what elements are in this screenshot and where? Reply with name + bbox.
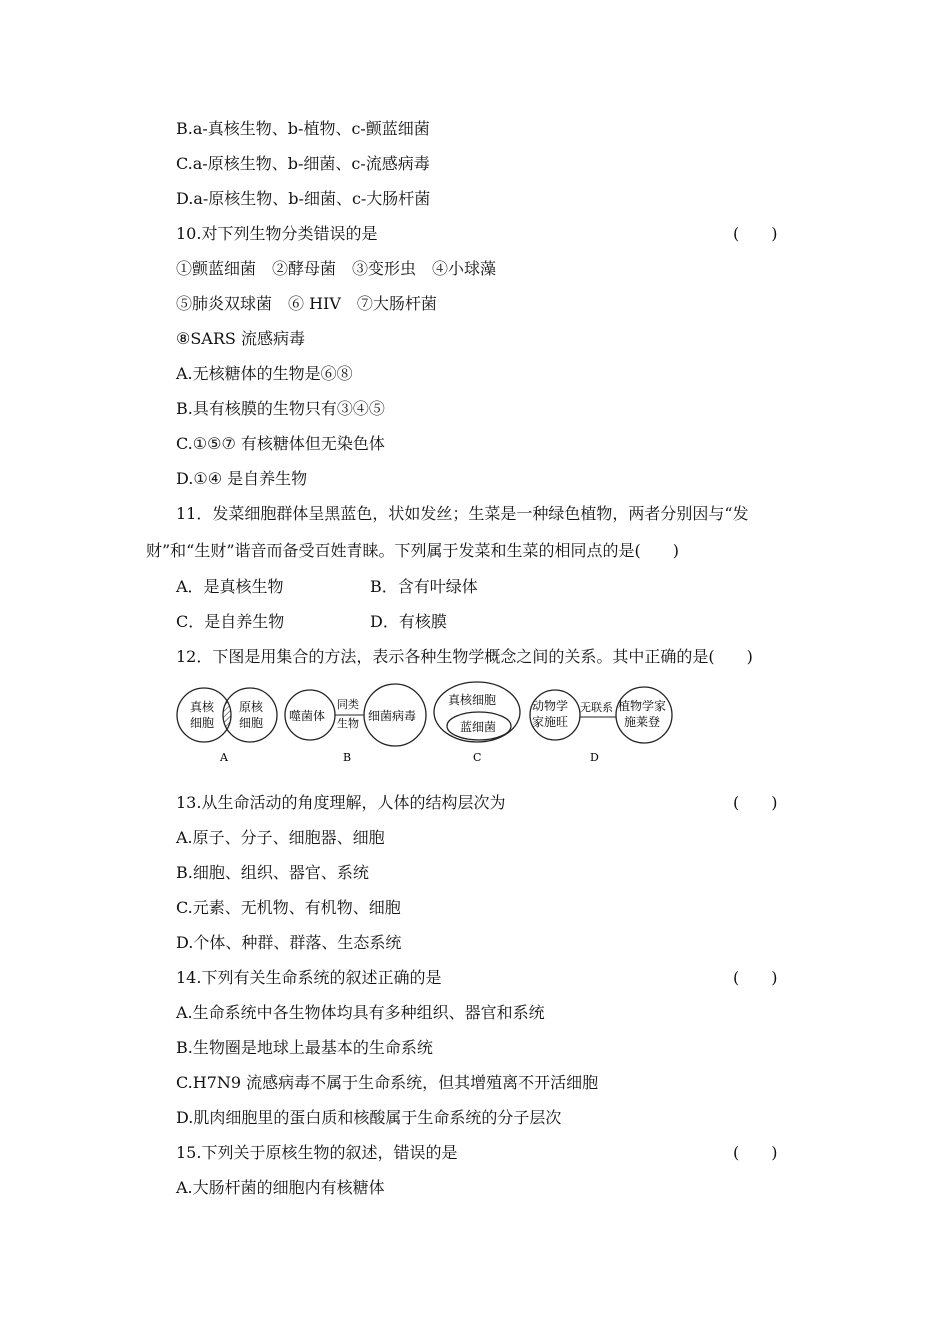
diagram-d [530,687,672,764]
diagram-a [177,688,277,764]
diagram-d-right-text-2: 施莱登 [624,715,661,729]
q10-list-line-1: ①颤蓝细菌 ②酵母菌 ③变形虫 ④小球藻 [176,259,497,278]
diagram-d-left-text-1: 动物学 [532,699,569,713]
q13-answer-paren: ( ) [733,793,778,812]
q10-list-line-3: ⑧SARS 流感病毒 [176,329,305,348]
q12-stem: 12．下图是用集合的方法，表示各种生物学概念之间的关系。其中正确的是( ) [176,647,753,666]
diagram-a-right-text-2: 细胞 [239,716,264,730]
q15-stem: 15.下列关于原核生物的叙述，错误的是 [176,1143,458,1162]
q13-stem: 13.从生命活动的角度理解，人体的结构层次为 [176,793,506,812]
q11-option-b: B．含有叶绿体 [370,577,478,596]
q10-stem: 10.对下列生物分类错误的是 [176,224,378,243]
diagram-b-middle-text-2: 生物 [337,717,359,730]
q11-stem-line-1: 11．发菜细胞群体呈黑蓝色，状如发丝；生菜是一种绿色植物，两者分别因与“发 [176,504,749,523]
q10-option-c: C.①⑤⑦ 有核糖体但无染色体 [176,434,385,453]
diagram-b-right-text: 细菌病毒 [368,709,417,723]
diagram-d-middle-text: 无联系 [580,701,613,714]
q12-set-diagram [170,680,690,770]
q10-option-a: A.无核糖体的生物是⑥⑧ [176,364,353,383]
diagram-c-outer-text: 真核细胞 [448,693,497,707]
q14-option-b: B.生物圈是地球上最基本的生命系统 [176,1038,433,1057]
diagram-b-left-text: 噬菌体 [289,709,326,723]
diagram-d-right-text-1: 植物学家 [618,699,667,713]
diagram-c-label: C [473,751,482,764]
q10-option-b: B.具有核膜的生物只有③④⑤ [176,399,385,418]
diagram-a-right-text-1: 原核 [239,700,264,714]
diagram-a-left-text-1: 真核 [190,700,215,714]
q13-option-c: C.元素、无机物、有机物、细胞 [176,898,401,917]
diagram-a-left-text-2: 细胞 [190,716,215,730]
q11-option-d: D．有核膜 [370,612,447,631]
q13-option-a: A.原子、分子、细胞器、细胞 [176,828,385,847]
diagram-c [434,682,520,764]
diagram-d-label: D [590,751,599,764]
q13-option-b: B.细胞、组织、器官、系统 [176,863,369,882]
q13-option-d: D.个体、种群、群落、生态系统 [176,933,402,952]
q10-answer-paren: ( ) [733,224,778,243]
q14-option-c: C.H7N9 流感病毒不属于生命系统，但其增殖离不开活细胞 [176,1073,599,1092]
diagram-b-label: B [343,751,352,764]
q15-answer-paren: ( ) [733,1143,778,1162]
q14-stem: 14.下列有关生命系统的叙述正确的是 [176,968,442,987]
diagram-a-label: A [220,751,228,764]
q11-stem-line-2: 财”和“生财”谐音而备受百姓青睐。下列属于发菜和生菜的相同点的是( ) [146,541,680,560]
diagram-b-middle-text-1: 同类 [337,698,359,711]
diagram-c-inner-text: 蓝细菌 [460,720,497,734]
q9-option-c: C.a-原核生物、b-细菌、c-流感病毒 [176,154,430,173]
q9-option-b: B.a-真核生物、b-植物、c-颤蓝细菌 [176,119,430,138]
q10-list-line-2: ⑤肺炎双球菌 ⑥ HIV ⑦大肠杆菌 [176,294,437,313]
diagram-d-left-text-2: 家施旺 [532,715,569,729]
q11-option-c: C．是自养生物 [176,612,285,631]
q14-option-a: A.生命系统中各生物体均具有多种组织、器官和系统 [176,1003,545,1022]
q14-answer-paren: ( ) [733,968,778,987]
diagram-b [285,684,426,764]
q10-option-d: D.①④ 是自养生物 [176,469,308,488]
q9-option-d: D.a-原核生物、b-细菌、c-大肠杆菌 [176,189,431,208]
q15-option-a: A.大肠杆菌的细胞内有核糖体 [176,1178,385,1197]
q14-option-d: D.肌肉细胞里的蛋白质和核酸属于生命系统的分子层次 [176,1108,562,1127]
q11-option-a: A．是真核生物 [176,577,284,596]
